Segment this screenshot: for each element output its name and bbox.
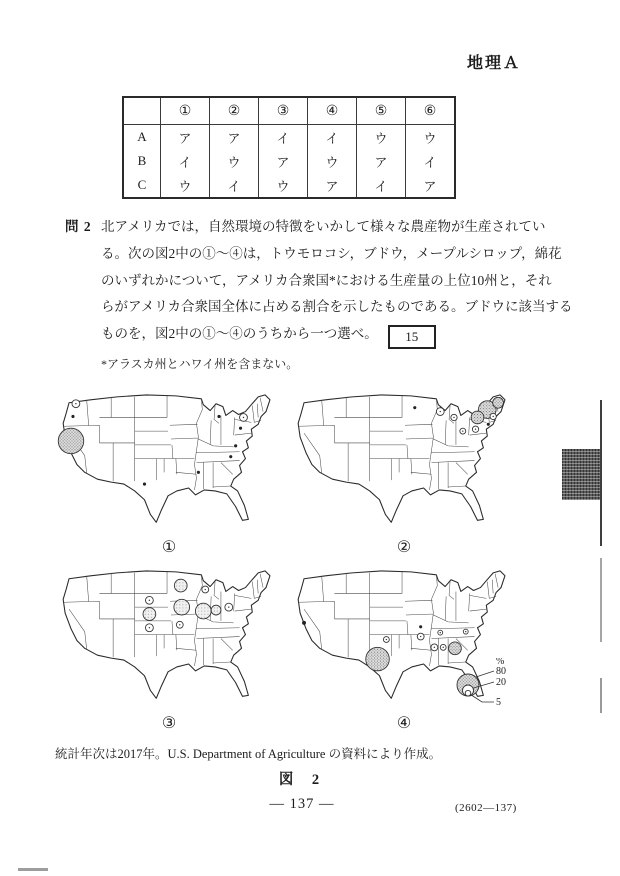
maine-circle bbox=[493, 397, 504, 408]
table-col-header: ⑥ bbox=[405, 98, 454, 125]
map-1 bbox=[55, 390, 283, 554]
virginia-circle bbox=[234, 444, 237, 447]
north-carolina-circle-center bbox=[465, 631, 466, 632]
table-row-label: C bbox=[137, 177, 147, 192]
table-cell: イ bbox=[356, 173, 405, 197]
table-cell: ア bbox=[307, 173, 356, 197]
table-cell: ウ bbox=[160, 173, 209, 197]
texas-circle bbox=[143, 483, 146, 486]
alabama-circle-center bbox=[443, 647, 444, 648]
tennessee-circle-center bbox=[440, 632, 441, 633]
legend-label-5: 5 bbox=[496, 697, 501, 708]
missouri-circle-center bbox=[179, 624, 180, 625]
map-3-canvas bbox=[55, 566, 283, 713]
map-1-label: ① bbox=[161, 539, 177, 556]
iowa-circle bbox=[174, 599, 190, 615]
table-cell: ウ bbox=[356, 125, 405, 149]
question-line bbox=[101, 321, 527, 349]
legend-unit-label: % bbox=[496, 658, 505, 667]
connecticut-circle bbox=[487, 423, 490, 426]
north-carolina-circle bbox=[229, 455, 232, 458]
indiana-circle bbox=[211, 605, 221, 615]
legend-circle-5 bbox=[465, 690, 471, 696]
table-cell: ア bbox=[160, 125, 209, 149]
table-col-header: ① bbox=[160, 98, 209, 125]
table-cell: イ bbox=[209, 173, 258, 197]
question-line: らがアメリカ合衆国全体に占める割合を示したものである。ブドウに該当する bbox=[101, 299, 573, 315]
size-legend bbox=[452, 658, 527, 713]
question-footnote: *アラスカ州とハワイ州を含まない。 bbox=[101, 357, 299, 372]
corner-mark bbox=[18, 868, 48, 871]
table-col-header: ③ bbox=[258, 98, 307, 125]
minnesota-circle bbox=[174, 579, 187, 592]
south-dakota-circle-center bbox=[149, 600, 150, 601]
ohio-circle-center bbox=[462, 430, 463, 431]
table-corner-cell bbox=[124, 98, 160, 125]
question-line-text: ものを，図2中の①～④のうちから一つ選べ。 bbox=[101, 326, 378, 342]
mississippi-circle-center bbox=[434, 647, 435, 648]
table-row-label: B bbox=[137, 153, 147, 168]
california-circle bbox=[302, 621, 306, 625]
table-cell: ウ bbox=[258, 173, 307, 197]
subject-title: 地理Ａ bbox=[467, 55, 522, 72]
table-col-header: ⑤ bbox=[356, 98, 405, 125]
map-2-canvas bbox=[290, 390, 518, 537]
page-edge-line bbox=[600, 400, 602, 546]
wisconsin-circle-center bbox=[205, 589, 206, 590]
map-2-label: ② bbox=[396, 539, 412, 556]
print-code: (2602—137) bbox=[455, 802, 517, 814]
table-cell: イ bbox=[307, 125, 356, 149]
map-3-label: ③ bbox=[161, 715, 177, 732]
new-york-circle-center bbox=[243, 417, 244, 418]
table-cell: ウ bbox=[307, 149, 356, 173]
answer-table bbox=[122, 96, 456, 199]
arkansas-circle-center bbox=[420, 636, 421, 637]
figure-caption: 図 2 bbox=[278, 772, 322, 788]
michigan-circle-center bbox=[453, 417, 454, 418]
oregon-circle bbox=[71, 415, 74, 418]
map-3 bbox=[55, 566, 283, 730]
table-row-label: A bbox=[137, 129, 147, 144]
page-edge-line bbox=[600, 678, 602, 713]
question-number: 問 2 bbox=[65, 219, 92, 234]
table-cell: ウ bbox=[405, 125, 454, 149]
missouri-circle bbox=[419, 625, 422, 628]
map-1-canvas bbox=[55, 390, 283, 537]
table-cell: ア bbox=[356, 149, 405, 173]
question-line: のいずれかについて，アメリカ合衆国*における生産量の上位10州と，それ bbox=[101, 272, 552, 288]
washington-circle-center bbox=[75, 403, 76, 404]
map-2 bbox=[290, 390, 518, 554]
map-4-label: ④ bbox=[396, 715, 412, 732]
page-number: — 137 — bbox=[269, 796, 335, 812]
georgia-circle bbox=[449, 642, 462, 655]
table-cell: イ bbox=[258, 125, 307, 149]
table-cell: ア bbox=[258, 149, 307, 173]
california-circle bbox=[58, 428, 83, 453]
table-col-header: ② bbox=[209, 98, 258, 125]
texas-circle bbox=[366, 647, 390, 671]
ohio-circle-center bbox=[228, 606, 229, 607]
pennsylvania-circle bbox=[239, 427, 242, 430]
table-cell: イ bbox=[405, 149, 454, 173]
wisconsin-circle-center bbox=[440, 411, 441, 412]
question-line: 北アメリカでは，自然環境の特徴をいかして様々な農産物が生産されてい bbox=[101, 219, 546, 234]
table-cell: ア bbox=[209, 125, 258, 149]
page-edge-line bbox=[600, 558, 602, 642]
question-line: る。次の図2中の①～④は，トウモロコシ，ブドウ，メープルシロップ，綿花 bbox=[101, 245, 562, 261]
illinois-circle bbox=[195, 603, 211, 619]
kansas-circle-center bbox=[149, 627, 150, 628]
answer-number-box: 15 bbox=[388, 325, 436, 349]
mississippi-circle bbox=[197, 471, 200, 474]
table-cell: イ bbox=[160, 149, 209, 173]
source-note: 統計年次は2017年。U.S. Department of Agriculture の資料により作成。 bbox=[55, 747, 442, 761]
new-york-circle bbox=[471, 411, 484, 424]
table-col-header: ④ bbox=[307, 98, 356, 125]
scan-artifact-block bbox=[562, 449, 601, 500]
table-cell: ウ bbox=[209, 149, 258, 173]
question-block bbox=[65, 214, 573, 378]
new-hampshire-circle-center bbox=[492, 416, 493, 417]
michigan-circle bbox=[217, 415, 220, 418]
table-cell: ア bbox=[405, 173, 454, 197]
nebraska-circle bbox=[143, 608, 156, 621]
pennsylvania-circle-center bbox=[475, 429, 476, 430]
oklahoma-circle-center bbox=[386, 639, 387, 640]
minnesota-circle bbox=[413, 406, 416, 409]
legend-label-80: 80 bbox=[496, 666, 506, 677]
legend-label-20: 20 bbox=[496, 677, 506, 688]
